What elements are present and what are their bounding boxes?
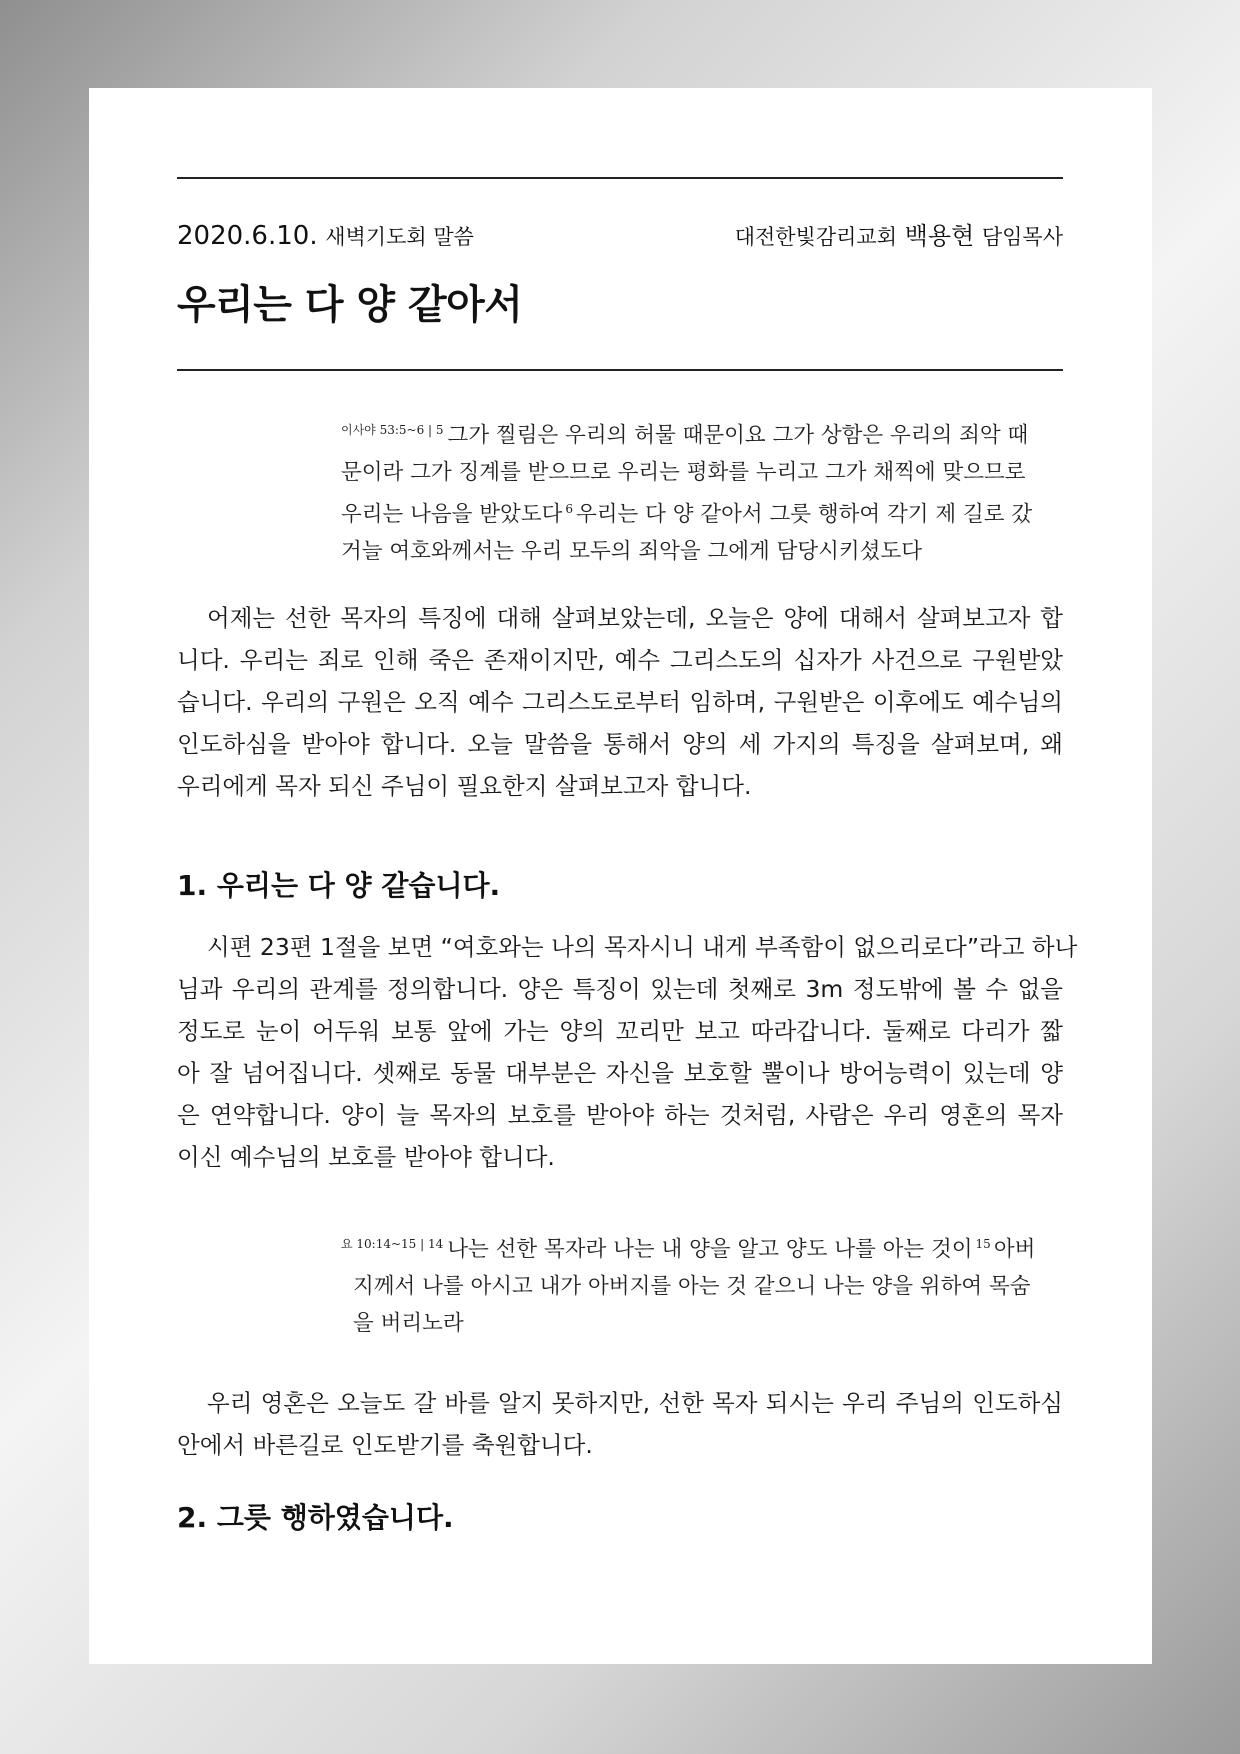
verse-number: 15 <box>975 1237 991 1251</box>
service-date: 2020.6.10. <box>177 221 318 251</box>
scripture-quote-john <box>341 1226 1081 1342</box>
sermon-title: 우리는 다 양 같아서 <box>177 282 523 328</box>
section-heading-1: 1. 우리는 다 양 같습니다. <box>177 869 501 902</box>
paragraph-line: 님과 우리의 관계를 정의합니다. 양은 특징이 있는데 첫째로 3m 정도밖에 볼 수 없을 <box>177 975 1063 1003</box>
scripture-line: 우리는 나음을 받았도다 $^6$ 우리는 다 양 같아서 그릇 행하여 각기 제 길로 갔 <box>341 502 1033 527</box>
title-rule <box>177 369 1063 371</box>
paragraph-line: 우리 영혼은 오늘도 갈 바를 알지 못하지만, 선한 목자 되시는 우리 주님의 인도하심 <box>207 1389 1063 1417</box>
section1-paragraph <box>177 926 1078 1178</box>
pastor-name: 백용현 <box>904 222 975 250</box>
pastor-title: 담임목사 <box>981 225 1063 249</box>
paragraph-line: 습니다. 우리의 구원은 오직 예수 그리스도로부터 임하며, 구원받은 이후에도 예수님의 <box>177 688 1063 716</box>
paragraph-line: 인도하심을 받아야 합니다. 오늘 말씀을 통해서 양의 세 가지의 특징을 살펴보며, 왜 <box>177 730 1063 758</box>
paragraph-line: 우리에게 목자 되신 주님이 필요한지 살펴보고자 합니다. <box>177 772 752 800</box>
verse-number: 6 <box>565 502 574 516</box>
scripture-quote-isaiah <box>341 412 1081 570</box>
top-rule <box>177 177 1063 179</box>
section-heading-2: 2. 그릇 행하였습니다. <box>177 1501 454 1534</box>
paragraph-line: 은 연약합니다. 양이 늘 목자의 보호를 받아야 하는 것처럼, 사람은 우리 영혼의 목자 <box>177 1101 1063 1129</box>
intro-paragraph <box>177 597 1063 807</box>
paragraph-line: 정도로 눈이 어두워 보통 앞에 가는 양의 꼬리만 보고 따라갑니다. 둘째로 다리가 짧 <box>177 1017 1063 1045</box>
paragraph-line: 이신 예수님의 보호를 받아야 합니다. <box>177 1143 555 1171</box>
document-page <box>89 88 1152 1664</box>
service-name: 새벽기도회 말씀 <box>325 225 474 249</box>
paragraph-line: 니다. 우리는 죄로 인해 죽은 존재이지만, 예수 그리스도의 십자가 사건으로 구원받았 <box>177 646 1063 674</box>
paragraph-line: 시편 23편 1절을 보면 “여호와는 나의 목자시니 내게 부족함이 없으리로다”라고 하나 <box>207 933 1078 961</box>
scripture-line: $^{요 10:14\sim 15 | 14}$ 나는 선한 목자라 나는 내 양을 알고 양도 나를 아는 것이 $^{15}$ 아버 <box>341 1237 1036 1262</box>
scripture-line: 을 버리노라 <box>353 1311 464 1336</box>
scripture-reference: 요 10:14~15 | 14 <box>341 1237 444 1251</box>
scripture-line: 문이라 그가 징계를 받으므로 우리는 평화를 누리고 그가 채찍에 맞으므로 <box>341 460 1026 485</box>
preacher-info <box>735 218 1063 255</box>
church-name: 대전한빛감리교회 <box>734 225 897 249</box>
closing-paragraph <box>177 1382 1063 1466</box>
scripture-line: $^{이사야 53:5\sim 6 | 5}$ 그가 찔림은 우리의 허물 때문이요 그가 상함은 우리의 죄악 때 <box>341 423 1029 448</box>
header-meta <box>177 218 1063 254</box>
paragraph-line: 안에서 바른길로 인도받기를 축원합니다. <box>177 1431 593 1459</box>
service-info <box>177 218 474 255</box>
paragraph-line: 어제는 선한 목자의 특징에 대해 살펴보았는데, 오늘은 양에 대해서 살펴보고자 합 <box>207 604 1063 632</box>
scripture-line: 지께서 나를 아시고 내가 아버지를 아는 것 같으니 나는 양을 위하여 목숨 <box>353 1274 1031 1299</box>
scripture-line: 거늘 여호와께서는 우리 모두의 죄악을 그에게 담당시키셨도다 <box>341 539 923 564</box>
paragraph-line: 아 잘 넘어집니다. 셋째로 동물 대부분은 자신을 보호할 뿔이나 방어능력이 있는데 양 <box>177 1059 1063 1087</box>
scripture-reference: 이사야 53:5~6 | 5 <box>341 423 444 437</box>
